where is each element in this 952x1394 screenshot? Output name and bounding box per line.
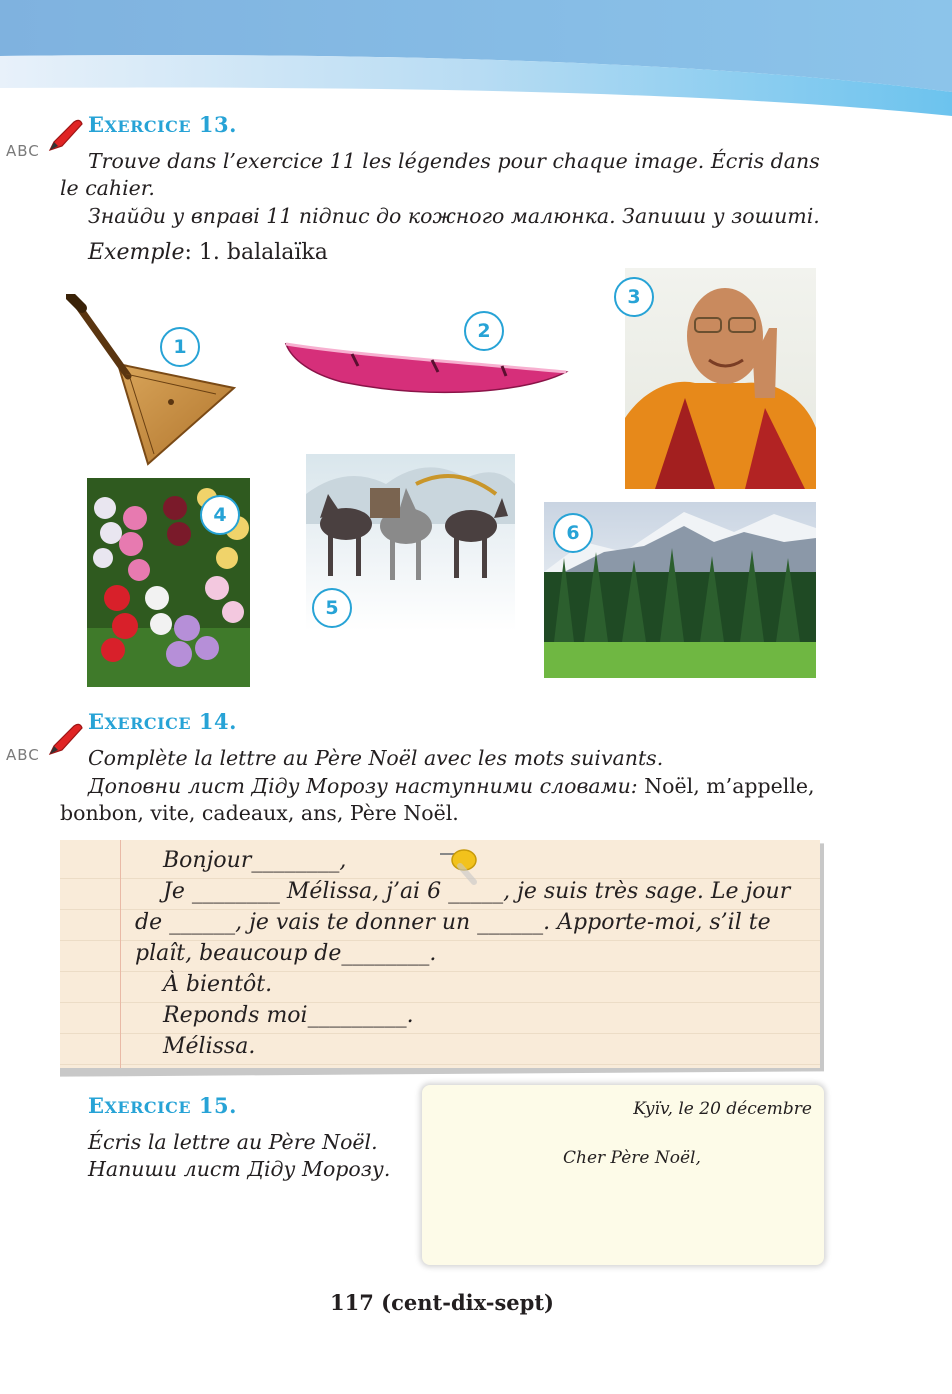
exercise-13-example: Exemple: 1. balalaïka [88, 240, 328, 265]
monk-photo [625, 268, 816, 489]
letter-line: Mélissa. [163, 1034, 256, 1059]
abc-pen-icon: ABC [6, 142, 40, 160]
exercise-14-instruction-uk: Доповни лист Діду Морозу наступними словами: Noël, m’appelle, bonbon, vite, cadeaux, ans, Père Noël. [60, 774, 815, 825]
abc-pen-icon: ABC [6, 746, 40, 764]
exercise-15-title: EXERCICE 15. [88, 1093, 237, 1118]
letter-text [135, 845, 809, 1062]
image-badge-2: 2 [464, 311, 504, 351]
exercise-13-instruction-fr: Trouve dans l’exercice 11 les légendes pour chaque image. Écris dans le cahier. [60, 149, 820, 200]
exercise-13-title: EXERCICE 13. [88, 112, 237, 137]
header-banner [0, 0, 952, 120]
letter-line: À bientôt. [163, 972, 273, 997]
letter-card [422, 1085, 824, 1265]
image-badge-1: 1 [160, 327, 200, 367]
balalaika-icon [66, 294, 242, 470]
page-number: 117 (cent-dix-sept) [330, 1290, 554, 1315]
image-badge-5: 5 [312, 588, 352, 628]
card-date: Kyïv, le 20 décembre [633, 1099, 812, 1119]
canoe-icon [282, 336, 572, 404]
letter-line: plaît, beaucoup de________. [135, 941, 437, 966]
letter-line: Reponds moi_________. [163, 1003, 414, 1028]
red-pen-icon [44, 720, 84, 760]
letter-line: de ______, je vais te donner un ______. Apporte-moi, s’il te [135, 910, 771, 935]
letter-line: Je ________ Mélissa, j’ai 6 _____, je suis très sage. Le jour [163, 879, 791, 904]
letter-line: Bonjour________, [163, 848, 347, 873]
exercise-14-title: EXERCICE 14. [88, 709, 237, 734]
image-badge-6: 6 [553, 513, 593, 553]
image-badge-3: 3 [614, 277, 654, 317]
exercise-13-instruction-uk: Знайди у вправі 11 підпис до кожного малюнка. Запиши у зошиті. [88, 204, 820, 228]
card-greeting: Cher Père Noël, [563, 1148, 701, 1168]
note-margin-line [120, 840, 121, 1068]
exercise-14-instruction-fr: Complète la lettre au Père Noël avec les mots suivants. [88, 746, 664, 770]
image-badge-4: 4 [200, 495, 240, 535]
exercise-15-instruction: Écris la lettre au Père Noël. Напиши лист Діду Морозу. [88, 1130, 391, 1181]
